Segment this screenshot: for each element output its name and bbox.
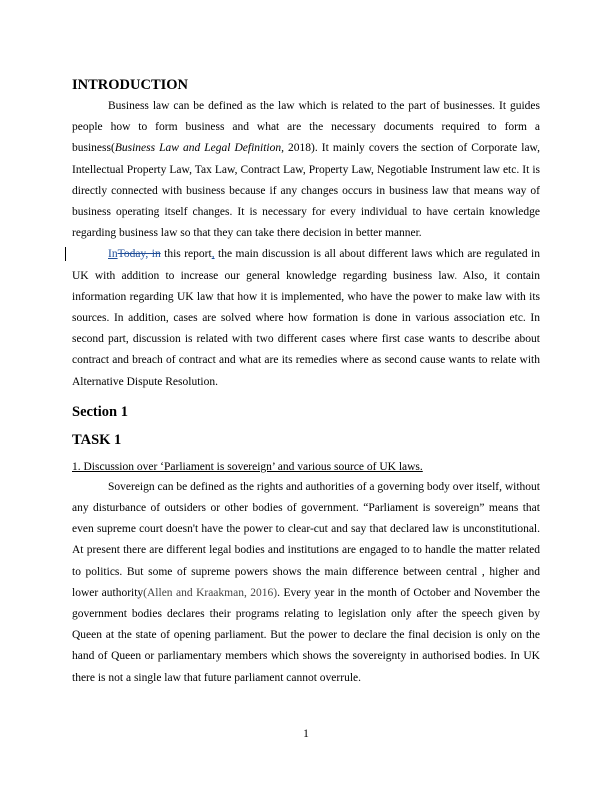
document-page (72, 72, 540, 689)
task-heading: TASK 1 (72, 431, 122, 448)
task-p1-text-b: . Every year in the month of October and November the government bodies declares their programs relating to legislation only after the speech given by Queen at the state of opening parliament. But the power to declare the final decision is only on the hand of Queen or parliamentary members which shows the sovereignty in authorised bodies. In UK there is not a single law that future parliament cannot overrule. (72, 586, 540, 684)
task-p1-citation: (Allen and Kraakman, 2016) (143, 586, 278, 599)
task-paragraph-1 (72, 477, 540, 689)
intro-p1-text-a: Business law can be defined as the law which is related to the part of businesses. It guides people how to form business and what are the necessary documents required to form a business( (72, 100, 540, 155)
intro-paragraph-1 (72, 96, 540, 244)
tracked-deletion: Today, in (117, 248, 161, 261)
section-heading: Section 1 (72, 403, 128, 420)
task-p1-text-a: Sovereign can be defined as the rights and authorities of a governing body over itself, without any disturbance of outsiders or other bodies of government. “Parliament is sovereign” means that even supreme court doesn't have the power to clear-cut and say that declared law is unconstitutional. At present there are different legal bodies and institutions are engaged to to handle the matter related to politics. But some of supreme powers shows the main difference between central , higher and lower authority (72, 480, 540, 599)
task-subheading: 1. Discussion over ‘Parliament is sovereign’ and various source of UK laws. (72, 460, 423, 473)
intro-p1-citation: Business Law and Legal Definition, (114, 142, 285, 155)
tracked-insertion-comma: , (211, 248, 215, 261)
intro-p2-text-c: Also, it contain information regarding UK law that how it is implemented, who have the power to make law with its sources. In addition, cases are solved where how formation is done in various association etc. In second part, discussion is related with two different cases where first case wants to describe about contract and breach of contract and what are its remedies where as second cause wants to relate with Alternative Dispute Resolution. (72, 269, 540, 388)
intro-p2-text-b: the main discussion is all about different laws which are regulated in UK with addition to increase our general knowledge regarding business law (72, 248, 540, 282)
intro-p2-text-a: this report (160, 248, 212, 261)
intro-paragraph-2 (72, 244, 540, 392)
tracked-insertion: In (108, 248, 118, 261)
intro-p1-text-b: 2018). It mainly covers the section of Corporate law, Intellectual Property Law, Tax Law, Contract Law, Property Law, Negotiable Instrument law etc. It is directly connected with business because if any changes occurs in business law that means way of business operating itself changes. It is necessary for every individual to have certain knowledge regarding business law so that they can take there decision in better manner. (72, 142, 540, 240)
page-number: 1 (303, 728, 309, 740)
text-cursor (65, 247, 66, 261)
intro-p2-period: . (454, 269, 458, 282)
introduction-heading: INTRODUCTION (72, 77, 189, 93)
